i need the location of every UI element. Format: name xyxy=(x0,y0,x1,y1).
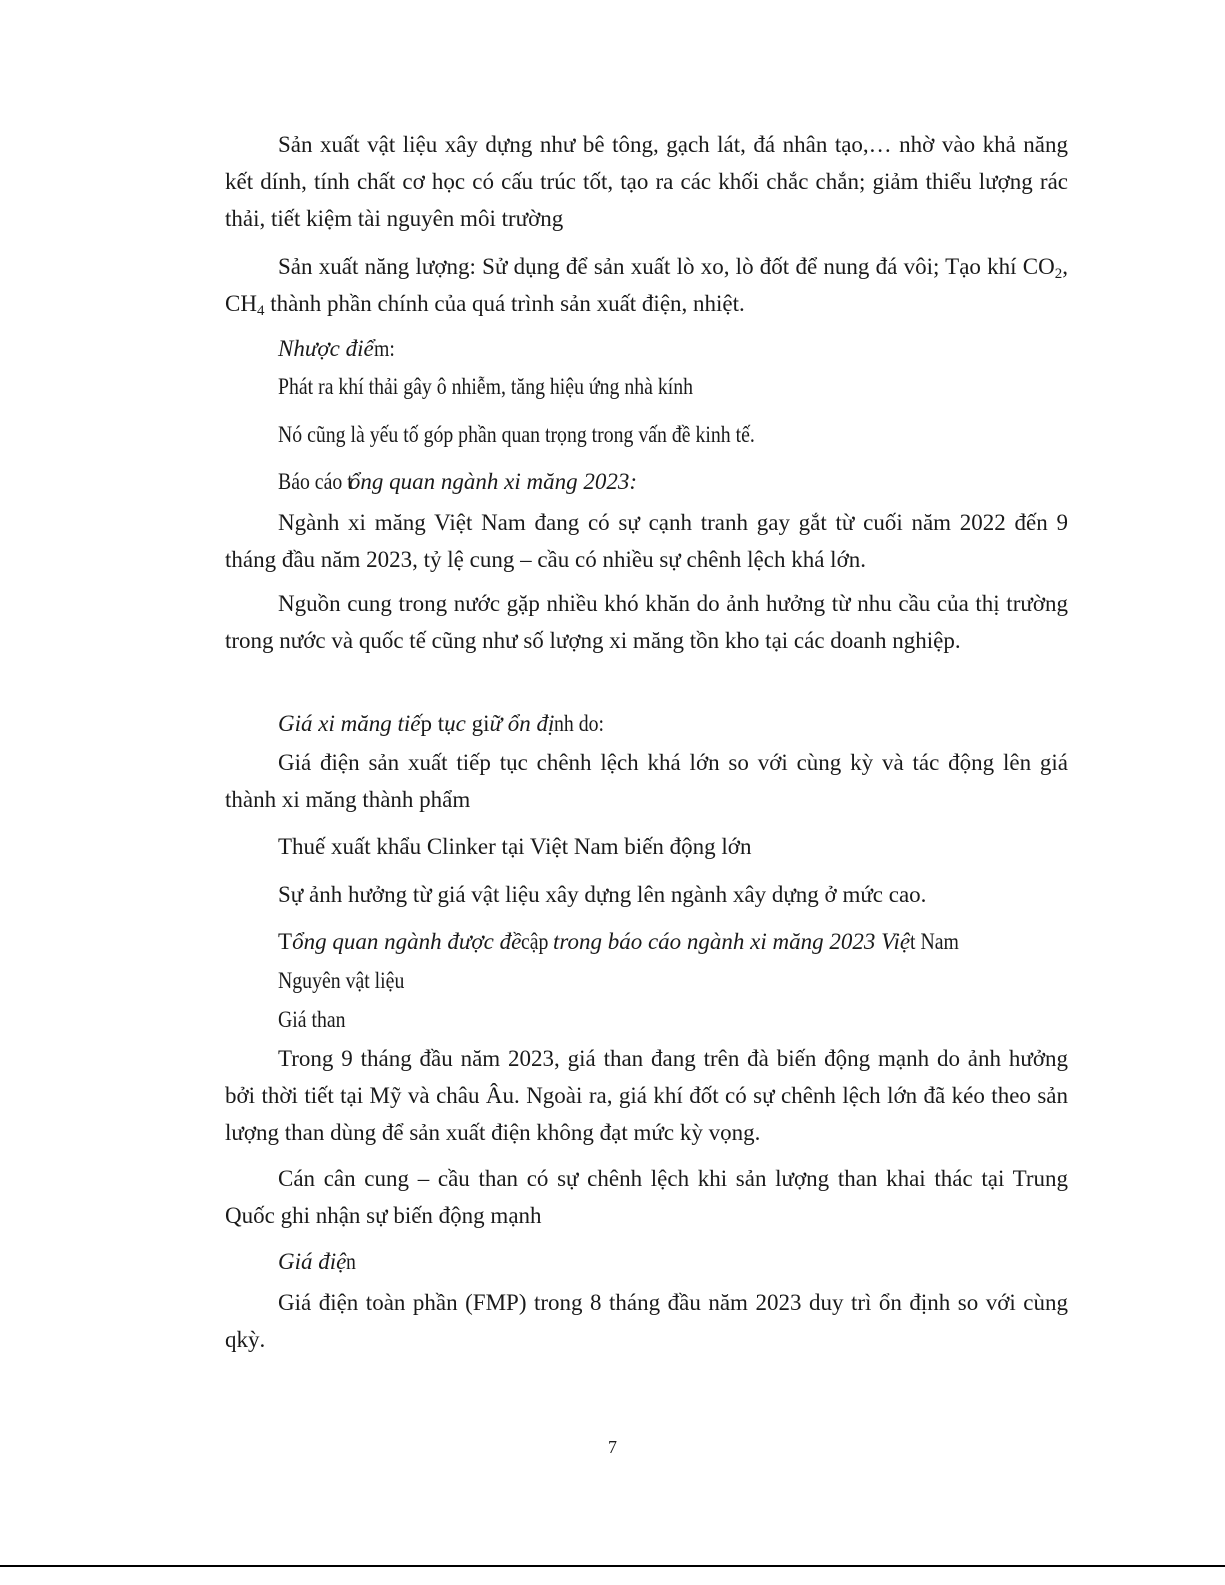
paragraph-clinker-tax: Thuế xuất khẩu Clinker tại Việt Nam biến động lớn xyxy=(278,834,752,859)
heading-report-overview: Báo cáo tổng quan ngành xi măng 2023: xyxy=(278,469,637,494)
paragraph-material-prices: Sự ảnh hưởng từ giá vật liệu xây dựng lên ngành xây dựng ở mức cao. xyxy=(278,882,927,907)
paragraph-emissions: Phát ra khí thải gây ô nhiễm, tăng hiệu ứng nhà kính xyxy=(278,374,694,399)
bottom-divider xyxy=(0,1565,1225,1567)
heading-raw-materials: Nguyên vật liệu xyxy=(278,968,405,993)
paragraph-energy-production: Sản xuất năng lượng: Sử dụng để sản xuất lò xo, lò đốt để nung đá vôi; Tạo khí $CO_2$, $CH_4$ thành phần chính của quá trình sản xuất điện, nhiệt. xyxy=(225,254,1068,319)
paragraph-construction-materials: Sản xuất vật liệu xây dựng như bê tông, gạch lát, đá nhân tạo,… nhờ vào khả năng kết dính, tính chất cơ học có cấu trúc tốt, tạo ra các khối chắc chắn; giảm thiểu lượng rác thải, tiết kiệm tài nguyên môi trường xyxy=(225,132,1068,231)
paragraph-coal-volatility: Trong 9 tháng đầu năm 2023, giá than đang trên đà biến động mạnh do ảnh hưởng bởi thời tiết tại Mỹ và châu Âu. Ngoài ra, giá khí đốt có sự chênh lệch lớn đã kéo theo sản lượng than dùng để sản xuất điện không đạt mức kỳ vọng. xyxy=(225,1046,1068,1145)
paragraph-electricity-cost: Giá điện sản xuất tiếp tục chênh lệch khá lớn so với cùng kỳ và tác động lên giá thành xi măng thành phẩm xyxy=(225,750,1068,812)
paragraph-coal-balance: Cán cân cung – cầu than có sự chênh lệch khi sản lượng than khai thác tại Trung Quốc ghi nhận sự biến động mạnh xyxy=(225,1166,1068,1228)
heading-industry-overview: Tổng quan ngành được đềcập trong báo cáo ngành xi măng 2023 Việt Nam xyxy=(278,929,959,954)
heading-disadvantages: Nhược điểm: xyxy=(278,336,395,361)
paragraph-economic-factor: Nó cũng là yếu tố góp phần quan trọng trong vấn đề kinh tế. xyxy=(278,422,755,447)
heading-electricity-price: Giá điện xyxy=(278,1249,357,1274)
heading-cement-price: Giá xi măng tiếp tục giữ ổn định do: xyxy=(278,711,605,736)
paragraph-fmp-price: Giá điện toàn phần (FMP) trong 8 tháng đầu năm 2023 duy trì ổn định so với cùng qkỳ. xyxy=(225,1290,1068,1352)
page-number: 7 xyxy=(608,1437,617,1457)
paragraph-competition: Ngành xi măng Việt Nam đang có sự cạnh tranh gay gắt từ cuối năm 2022 đến 9 tháng đầu năm 2023, tỷ lệ cung – cầu có nhiều sự chênh lệch khá lớn. xyxy=(225,510,1068,572)
heading-coal-price: Giá than xyxy=(278,1007,346,1032)
paragraph-domestic-supply: Nguồn cung trong nước gặp nhiều khó khăn do ảnh hưởng từ nhu cầu của thị trường trong nước và quốc tế cũng như số lượng xi măng tồn kho tại các doanh nghiệp. xyxy=(225,591,1068,653)
